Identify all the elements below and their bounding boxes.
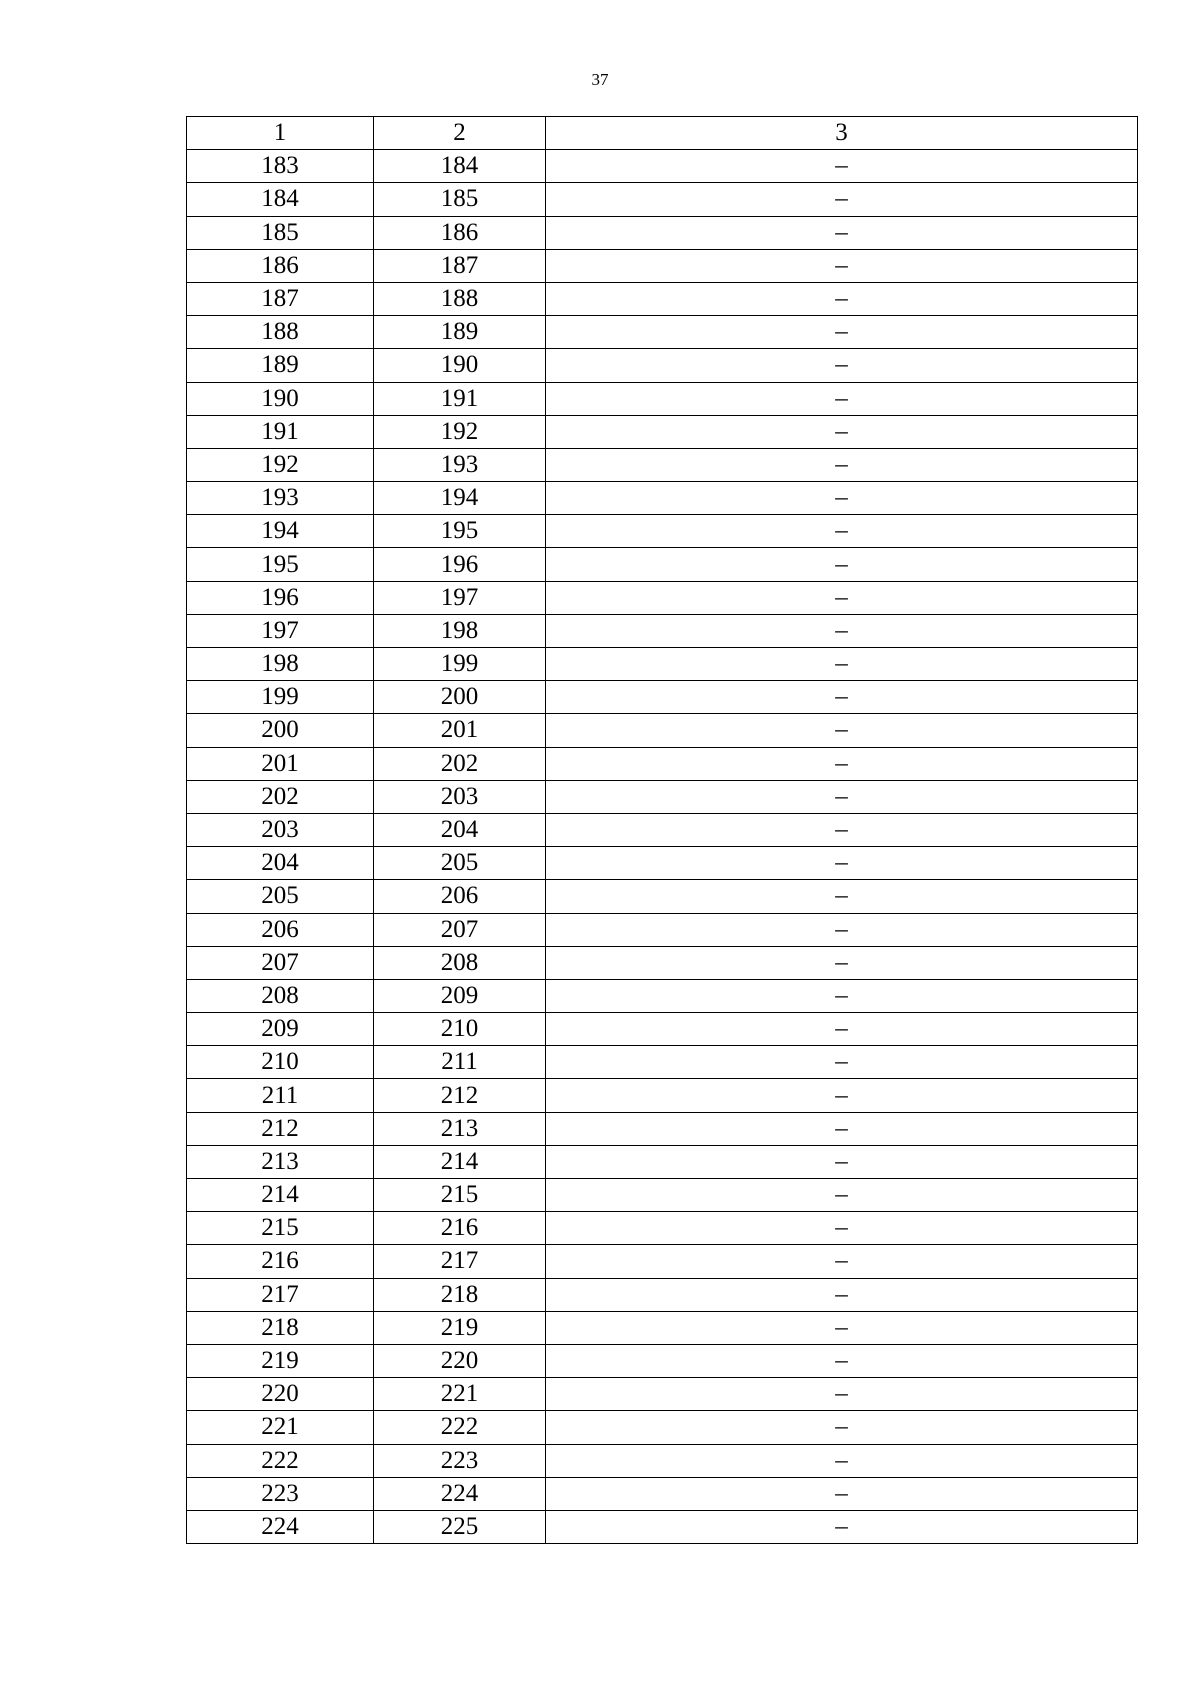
table-row bbox=[187, 1378, 1138, 1411]
table-cell-col-3: – bbox=[546, 382, 1138, 415]
table-cell-col-3: – bbox=[546, 1278, 1138, 1311]
table-row bbox=[187, 913, 1138, 946]
table-row bbox=[187, 946, 1138, 979]
table-cell-col-1: 209 bbox=[187, 1013, 374, 1046]
table-cell-col-3: – bbox=[546, 648, 1138, 681]
table-cell-col-1: 210 bbox=[187, 1046, 374, 1079]
table-cell-col-1: 202 bbox=[187, 780, 374, 813]
table-cell-col-3: – bbox=[546, 249, 1138, 282]
table-cell-col-2: 221 bbox=[374, 1378, 546, 1411]
table-cell-col-2: 201 bbox=[374, 714, 546, 747]
table-cell-col-2: 205 bbox=[374, 847, 546, 880]
table-cell-col-1: 224 bbox=[187, 1510, 374, 1543]
table-cell-col-1: 219 bbox=[187, 1344, 374, 1377]
table-cell-col-3: – bbox=[546, 282, 1138, 315]
table-cell-col-1: 205 bbox=[187, 880, 374, 913]
table-cell-col-1: 222 bbox=[187, 1444, 374, 1477]
table-cell-col-3: – bbox=[546, 183, 1138, 216]
table-cell-col-2: 222 bbox=[374, 1411, 546, 1444]
table-row bbox=[187, 1112, 1138, 1145]
table-cell-col-3: – bbox=[546, 714, 1138, 747]
column-header-2: 2 bbox=[374, 117, 546, 150]
table-cell-col-3: – bbox=[546, 1013, 1138, 1046]
table-cell-col-3: – bbox=[546, 681, 1138, 714]
table-cell-col-3: – bbox=[546, 847, 1138, 880]
table-row bbox=[187, 780, 1138, 813]
table-cell-col-1: 186 bbox=[187, 249, 374, 282]
table-cell-col-1: 201 bbox=[187, 747, 374, 780]
table-cell-col-1: 207 bbox=[187, 946, 374, 979]
table-body bbox=[187, 150, 1138, 1544]
table-row bbox=[187, 249, 1138, 282]
table-cell-col-3: – bbox=[546, 1477, 1138, 1510]
table-cell-col-2: 209 bbox=[374, 979, 546, 1012]
table-cell-col-1: 191 bbox=[187, 415, 374, 448]
table-cell-col-3: – bbox=[546, 1444, 1138, 1477]
table-row bbox=[187, 1311, 1138, 1344]
table-row bbox=[187, 1013, 1138, 1046]
table-row bbox=[187, 614, 1138, 647]
table-cell-col-3: – bbox=[546, 150, 1138, 183]
table-row bbox=[187, 349, 1138, 382]
table-cell-col-2: 184 bbox=[374, 150, 546, 183]
table-cell-col-3: – bbox=[546, 1212, 1138, 1245]
table-cell-col-2: 206 bbox=[374, 880, 546, 913]
table-cell-col-2: 220 bbox=[374, 1344, 546, 1377]
table-row bbox=[187, 880, 1138, 913]
table-cell-col-3: – bbox=[546, 349, 1138, 382]
table-cell-col-3: – bbox=[546, 614, 1138, 647]
table-cell-col-1: 187 bbox=[187, 282, 374, 315]
table-cell-col-2: 189 bbox=[374, 316, 546, 349]
data-table-container bbox=[186, 116, 1137, 1544]
table-cell-col-1: 215 bbox=[187, 1212, 374, 1245]
table-row bbox=[187, 1278, 1138, 1311]
table-cell-col-2: 218 bbox=[374, 1278, 546, 1311]
table-cell-col-1: 197 bbox=[187, 614, 374, 647]
table-row bbox=[187, 681, 1138, 714]
table-cell-col-1: 195 bbox=[187, 548, 374, 581]
table-header-row bbox=[187, 117, 1138, 150]
table-row bbox=[187, 1079, 1138, 1112]
table-row bbox=[187, 1212, 1138, 1245]
table-cell-col-3: – bbox=[546, 913, 1138, 946]
table-cell-col-1: 221 bbox=[187, 1411, 374, 1444]
table-cell-col-2: 198 bbox=[374, 614, 546, 647]
table-row bbox=[187, 1477, 1138, 1510]
table-cell-col-1: 211 bbox=[187, 1079, 374, 1112]
table-cell-col-2: 216 bbox=[374, 1212, 546, 1245]
table-cell-col-3: – bbox=[546, 1145, 1138, 1178]
table-row bbox=[187, 581, 1138, 614]
table-cell-col-3: – bbox=[546, 946, 1138, 979]
table-cell-col-2: 207 bbox=[374, 913, 546, 946]
table-cell-col-1: 192 bbox=[187, 448, 374, 481]
table-row bbox=[187, 548, 1138, 581]
table-row bbox=[187, 648, 1138, 681]
table-row bbox=[187, 1145, 1138, 1178]
table-cell-col-1: 216 bbox=[187, 1245, 374, 1278]
table-row bbox=[187, 382, 1138, 415]
table-cell-col-2: 215 bbox=[374, 1179, 546, 1212]
table-cell-col-3: – bbox=[546, 581, 1138, 614]
table-cell-col-2: 195 bbox=[374, 515, 546, 548]
table-row bbox=[187, 515, 1138, 548]
table-row bbox=[187, 813, 1138, 846]
table-cell-col-1: 212 bbox=[187, 1112, 374, 1145]
table-row bbox=[187, 714, 1138, 747]
table-cell-col-2: 210 bbox=[374, 1013, 546, 1046]
table-cell-col-1: 213 bbox=[187, 1145, 374, 1178]
table-cell-col-3: – bbox=[546, 1046, 1138, 1079]
table-cell-col-3: – bbox=[546, 1311, 1138, 1344]
table-cell-col-3: – bbox=[546, 548, 1138, 581]
table-cell-col-1: 208 bbox=[187, 979, 374, 1012]
table-cell-col-1: 185 bbox=[187, 216, 374, 249]
table-cell-col-1: 190 bbox=[187, 382, 374, 415]
table-cell-col-1: 199 bbox=[187, 681, 374, 714]
table-cell-col-1: 214 bbox=[187, 1179, 374, 1212]
table-cell-col-1: 206 bbox=[187, 913, 374, 946]
table-cell-col-3: – bbox=[546, 448, 1138, 481]
table-cell-col-1: 218 bbox=[187, 1311, 374, 1344]
table-cell-col-2: 208 bbox=[374, 946, 546, 979]
table-cell-col-3: – bbox=[546, 1179, 1138, 1212]
table-cell-col-2: 187 bbox=[374, 249, 546, 282]
table-cell-col-3: – bbox=[546, 1344, 1138, 1377]
data-table bbox=[186, 116, 1138, 1544]
table-cell-col-1: 223 bbox=[187, 1477, 374, 1510]
table-cell-col-2: 190 bbox=[374, 349, 546, 382]
table-cell-col-3: – bbox=[546, 1112, 1138, 1145]
table-cell-col-3: – bbox=[546, 1411, 1138, 1444]
table-cell-col-2: 211 bbox=[374, 1046, 546, 1079]
column-header-1: 1 bbox=[187, 117, 374, 150]
table-cell-col-3: – bbox=[546, 880, 1138, 913]
table-cell-col-1: 200 bbox=[187, 714, 374, 747]
table-cell-col-3: – bbox=[546, 747, 1138, 780]
table-cell-col-2: 202 bbox=[374, 747, 546, 780]
table-cell-col-2: 204 bbox=[374, 813, 546, 846]
table-cell-col-1: 203 bbox=[187, 813, 374, 846]
table-cell-col-3: – bbox=[546, 780, 1138, 813]
table-cell-col-1: 189 bbox=[187, 349, 374, 382]
table-row bbox=[187, 448, 1138, 481]
table-row bbox=[187, 150, 1138, 183]
table-cell-col-1: 188 bbox=[187, 316, 374, 349]
table-row bbox=[187, 183, 1138, 216]
table-cell-col-2: 203 bbox=[374, 780, 546, 813]
table-row bbox=[187, 1245, 1138, 1278]
table-cell-col-2: 185 bbox=[374, 183, 546, 216]
table-cell-col-3: – bbox=[546, 1079, 1138, 1112]
table-row bbox=[187, 216, 1138, 249]
table-cell-col-1: 196 bbox=[187, 581, 374, 614]
table-cell-col-2: 223 bbox=[374, 1444, 546, 1477]
table-cell-col-1: 220 bbox=[187, 1378, 374, 1411]
table-row bbox=[187, 1046, 1138, 1079]
table-cell-col-2: 192 bbox=[374, 415, 546, 448]
table-cell-col-2: 186 bbox=[374, 216, 546, 249]
table-cell-col-2: 200 bbox=[374, 681, 546, 714]
table-row bbox=[187, 316, 1138, 349]
column-header-3: 3 bbox=[546, 117, 1138, 150]
table-cell-col-1: 204 bbox=[187, 847, 374, 880]
table-cell-col-3: – bbox=[546, 979, 1138, 1012]
table-row bbox=[187, 282, 1138, 315]
table-cell-col-3: – bbox=[546, 415, 1138, 448]
table-cell-col-2: 199 bbox=[374, 648, 546, 681]
table-cell-col-2: 191 bbox=[374, 382, 546, 415]
table-row bbox=[187, 1444, 1138, 1477]
table-cell-col-2: 213 bbox=[374, 1112, 546, 1145]
table-cell-col-2: 196 bbox=[374, 548, 546, 581]
table-cell-col-3: – bbox=[546, 482, 1138, 515]
table-cell-col-2: 214 bbox=[374, 1145, 546, 1178]
table-cell-col-3: – bbox=[546, 1510, 1138, 1543]
table-cell-col-2: 193 bbox=[374, 448, 546, 481]
table-row bbox=[187, 979, 1138, 1012]
table-cell-col-1: 183 bbox=[187, 150, 374, 183]
table-cell-col-2: 197 bbox=[374, 581, 546, 614]
table-row bbox=[187, 482, 1138, 515]
table-row bbox=[187, 1344, 1138, 1377]
table-cell-col-2: 217 bbox=[374, 1245, 546, 1278]
table-cell-col-2: 194 bbox=[374, 482, 546, 515]
table-cell-col-2: 225 bbox=[374, 1510, 546, 1543]
table-cell-col-2: 212 bbox=[374, 1079, 546, 1112]
table-row bbox=[187, 747, 1138, 780]
table-cell-col-1: 217 bbox=[187, 1278, 374, 1311]
table-cell-col-2: 188 bbox=[374, 282, 546, 315]
table-cell-col-2: 219 bbox=[374, 1311, 546, 1344]
table-row bbox=[187, 847, 1138, 880]
table-cell-col-3: – bbox=[546, 1378, 1138, 1411]
table-cell-col-1: 198 bbox=[187, 648, 374, 681]
table-cell-col-1: 193 bbox=[187, 482, 374, 515]
table-cell-col-3: – bbox=[546, 515, 1138, 548]
table-cell-col-3: – bbox=[546, 216, 1138, 249]
table-row bbox=[187, 1411, 1138, 1444]
table-cell-col-1: 194 bbox=[187, 515, 374, 548]
table-row bbox=[187, 415, 1138, 448]
table-cell-col-3: – bbox=[546, 316, 1138, 349]
table-row bbox=[187, 1179, 1138, 1212]
table-cell-col-2: 224 bbox=[374, 1477, 546, 1510]
table-row bbox=[187, 1510, 1138, 1543]
table-cell-col-1: 184 bbox=[187, 183, 374, 216]
page-number: 37 bbox=[591, 70, 609, 89]
table-cell-col-3: – bbox=[546, 1245, 1138, 1278]
table-cell-col-3: – bbox=[546, 813, 1138, 846]
